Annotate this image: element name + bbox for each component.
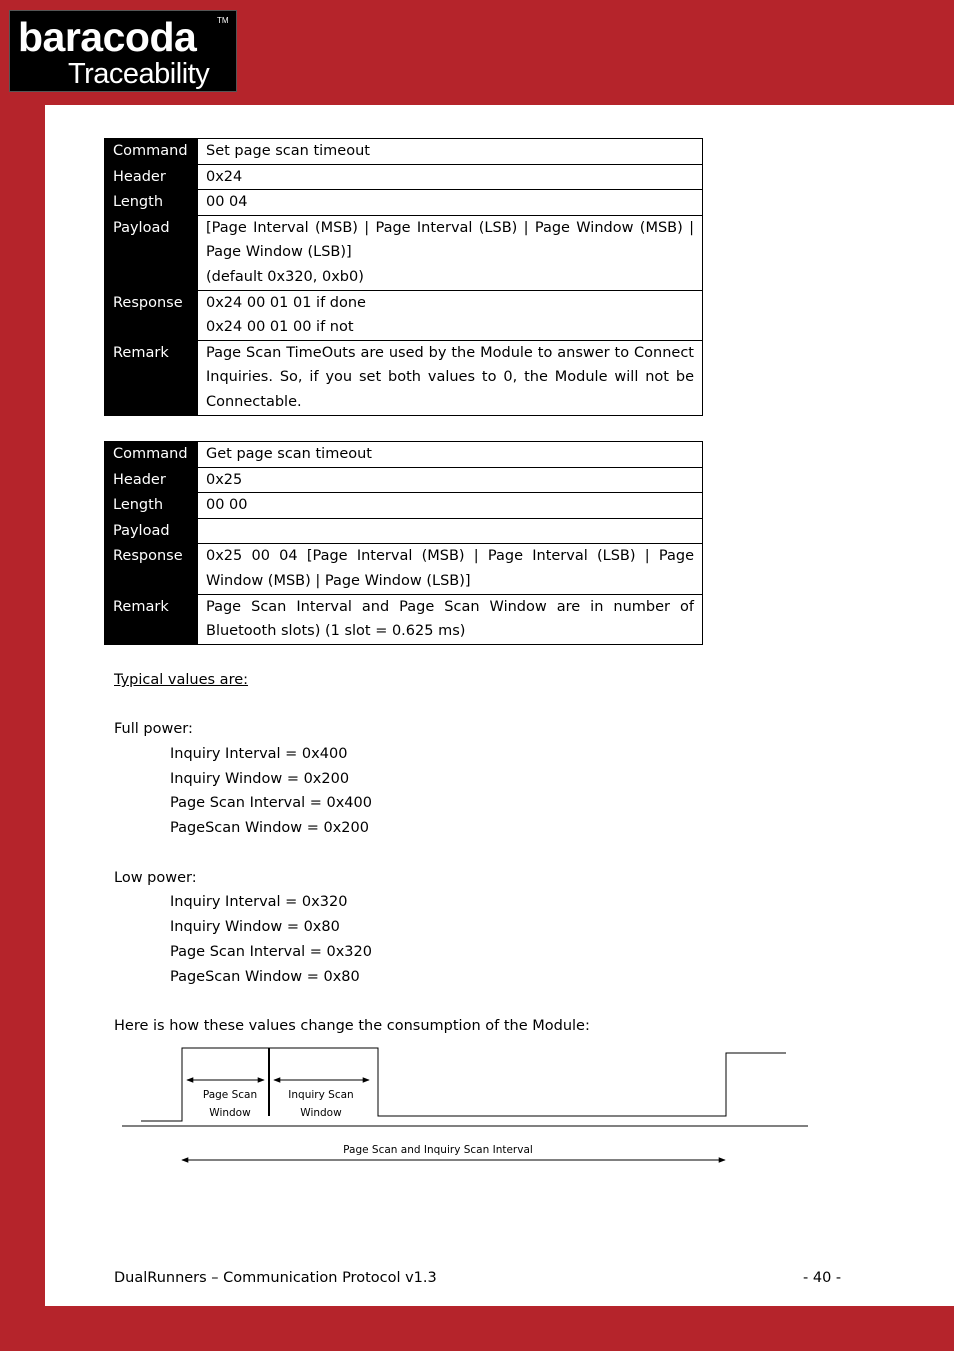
low-power-value: Inquiry Window = 0x80: [170, 919, 340, 935]
full-power-label: Full power:: [114, 721, 193, 737]
set-page-scan-timeout-table: [104, 138, 703, 416]
logo-subtitle: Traceability: [68, 58, 210, 90]
table-row: [105, 544, 703, 594]
inquiry-scan-window-label: Window: [300, 1107, 342, 1119]
field-value-line: 0x25: [206, 471, 243, 488]
page-scan-window-label: Window: [209, 1107, 251, 1119]
field-value-cell: [198, 190, 703, 216]
field-name-cell: Header: [105, 164, 198, 190]
field-value-cell: [198, 467, 703, 493]
table-row: [105, 467, 703, 493]
field-name-cell: Header: [105, 467, 198, 493]
field-value-cell: [198, 493, 703, 519]
table-row: [105, 190, 703, 216]
table-row: [105, 164, 703, 190]
full-power-value: PageScan Window = 0x200: [170, 820, 369, 836]
field-value-line: Get page scan timeout: [206, 446, 372, 462]
interval-label: Page Scan and Inquiry Scan Interval: [343, 1144, 533, 1156]
table-row: [105, 290, 703, 340]
field-value-cell: [198, 594, 703, 644]
full-power-value: Inquiry Window = 0x200: [170, 771, 350, 787]
field-value-cell: [198, 215, 703, 290]
low-power-value: Page Scan Interval = 0x320: [170, 944, 372, 960]
field-value-cell: [198, 139, 703, 165]
field-value-line: Set page scan timeout: [206, 143, 370, 159]
field-value-line: [Page Interval (MSB) | Page Interval (LSB) | Page Window (MSB) | Page Window (LSB)]: [206, 219, 694, 261]
table-row: [105, 215, 703, 290]
field-value-cell: [198, 442, 703, 468]
field-name-cell: Command: [105, 442, 198, 468]
low-power-value: Inquiry Interval = 0x320: [170, 894, 348, 910]
page-scan-window-label: Page Scan: [202, 1089, 258, 1101]
field-name-cell: Remark: [105, 594, 198, 644]
table-row: [105, 442, 703, 468]
field-value-cell: [198, 544, 703, 594]
logo-trademark: TM: [217, 16, 229, 25]
get-page-scan-timeout-table: [104, 441, 703, 645]
field-value-line: 0x24 00 01 00 if not: [206, 319, 354, 336]
footer-title: DualRunners – Communication Protocol v1.3: [114, 1270, 437, 1286]
table-row: [105, 340, 703, 415]
table-row: [105, 493, 703, 519]
field-name-cell: Length: [105, 493, 198, 519]
field-value-line: 0x24: [206, 168, 243, 185]
full-power-value: Inquiry Interval = 0x400: [170, 746, 348, 762]
field-value-line: Page Scan TimeOuts are used by the Module to answer to Connect Inquiries. So, if you set both values to 0, the Module will not be Connectable.: [206, 344, 694, 410]
field-name-cell: Response: [105, 290, 198, 340]
page-number: - 40 -: [803, 1270, 842, 1286]
consumption-intro: Here is how these values change the consumption of the Module:: [114, 1018, 590, 1034]
field-value-line: 00 00: [206, 497, 248, 514]
field-name-cell: Length: [105, 190, 198, 216]
field-value-line: Page Scan Interval and Page Scan Window are in number of Bluetooth slots) (1 slot = 0.625 ms): [206, 598, 694, 640]
field-value-cell: [198, 164, 703, 190]
baracoda-logo: [9, 10, 237, 92]
full-power-value: Page Scan Interval = 0x400: [170, 795, 372, 811]
field-value-cell: [198, 290, 703, 340]
logo-wordmark: baracoda: [18, 14, 197, 60]
typical-values-heading: Typical values are:: [114, 672, 249, 688]
field-value-line: [206, 519, 694, 544]
field-name-cell: Command: [105, 139, 198, 165]
inquiry-scan-window-label: Inquiry Scan: [288, 1089, 354, 1101]
table-row: [105, 518, 703, 544]
low-power-value: PageScan Window = 0x80: [170, 969, 360, 985]
field-value-cell: [198, 340, 703, 415]
field-value-line: 0x24 00 01 01 if done: [206, 294, 366, 311]
field-value-line: 00 04: [206, 194, 248, 211]
field-name-cell: Payload: [105, 518, 198, 544]
field-name-cell: Payload: [105, 215, 198, 290]
field-value-line: (default 0x320, 0xb0): [206, 268, 364, 285]
field-name-cell: Response: [105, 544, 198, 594]
low-power-label: Low power:: [114, 870, 197, 886]
field-value-line: 0x25 00 04 [Page Interval (MSB) | Page Interval (LSB) | Page Window (MSB) | Page Window (LSB)]: [206, 548, 694, 589]
table-row: [105, 139, 703, 165]
field-value-cell: [198, 518, 703, 544]
field-name-cell: Remark: [105, 340, 198, 415]
table-row: [105, 594, 703, 644]
